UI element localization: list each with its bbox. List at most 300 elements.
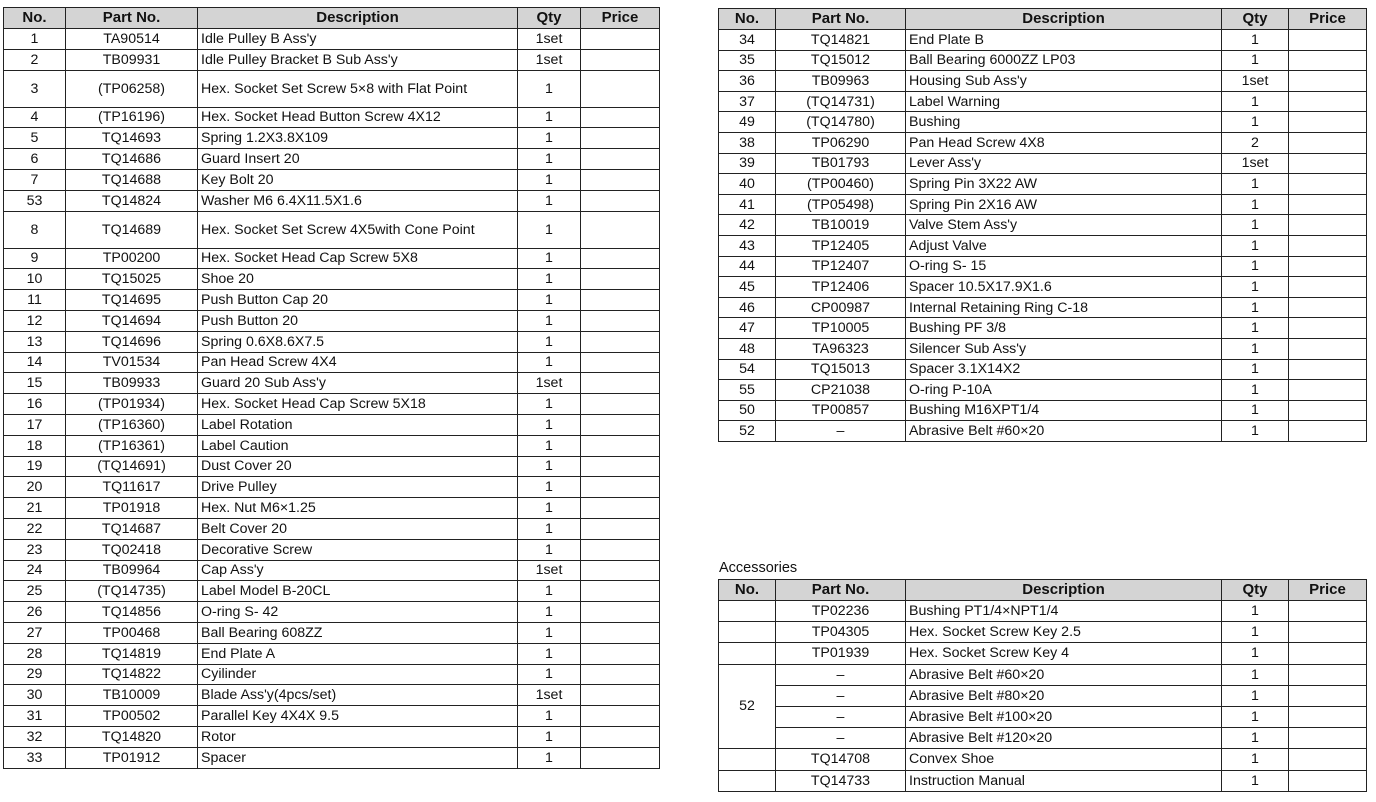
cell-no: 8 <box>4 211 66 248</box>
cell-description: Rotor <box>198 726 518 747</box>
cell-description: Spacer 10.5X17.9X1.6 <box>906 277 1222 298</box>
header-no: No. <box>719 580 776 601</box>
cell-part-no: TP00857 <box>776 400 906 421</box>
cell-price <box>1289 338 1367 359</box>
cell-part-no: TQ15012 <box>776 50 906 71</box>
cell-no: 2 <box>4 49 66 70</box>
cell-part-no: TP12405 <box>776 235 906 256</box>
cell-no: 29 <box>4 664 66 685</box>
cell-qty: 1 <box>1222 91 1289 112</box>
cell-part-no: TV01534 <box>66 352 198 373</box>
table-row <box>4 560 660 581</box>
cell-part-no: (TP01934) <box>66 394 198 415</box>
cell-part-no: (TQ14735) <box>66 581 198 602</box>
cell-no: 42 <box>719 215 776 236</box>
cell-part-no: – <box>776 728 906 749</box>
cell-description: Washer M6 6.4X11.5X1.6 <box>198 190 518 211</box>
cell-no: 45 <box>719 277 776 298</box>
cell-description: Label Warning <box>906 91 1222 112</box>
cell-no: 16 <box>4 394 66 415</box>
cell-no: 39 <box>719 153 776 174</box>
header-description: Description <box>198 8 518 29</box>
cell-qty: 1 <box>518 107 581 128</box>
cell-price <box>1289 685 1367 706</box>
cell-no: 38 <box>719 132 776 153</box>
cell-qty: 1 <box>1222 685 1289 706</box>
cell-part-no: (TQ14780) <box>776 112 906 133</box>
table-row <box>4 539 660 560</box>
cell-no: 27 <box>4 622 66 643</box>
cell-no: 1 <box>4 29 66 50</box>
cell-price <box>581 518 660 539</box>
cell-part-no: TP01918 <box>66 498 198 519</box>
cell-no <box>719 622 776 643</box>
cell-no: 17 <box>4 414 66 435</box>
cell-no: 44 <box>719 256 776 277</box>
cell-price <box>581 539 660 560</box>
cell-price <box>1289 318 1367 339</box>
cell-qty: 1 <box>1222 380 1289 401</box>
cell-part-no: TB09933 <box>66 373 198 394</box>
cell-price <box>1289 112 1367 133</box>
cell-description: Hex. Socket Head Cap Screw 5X8 <box>198 248 518 269</box>
cell-description: O-ring S- 15 <box>906 256 1222 277</box>
header-part-no: Part No. <box>776 580 906 601</box>
cell-part-no: – <box>776 664 906 685</box>
cell-part-no: TA96323 <box>776 338 906 359</box>
table-row <box>719 235 1367 256</box>
cell-no: 20 <box>4 477 66 498</box>
cell-price <box>1289 71 1367 92</box>
cell-no: 30 <box>4 685 66 706</box>
cell-description: Hex. Socket Head Cap Screw 5X18 <box>198 394 518 415</box>
cell-qty: 1 <box>518 622 581 643</box>
cell-qty: 1 <box>518 706 581 727</box>
cell-no: 37 <box>719 91 776 112</box>
cell-part-no: (TP06258) <box>66 70 198 107</box>
cell-description: Label Model B-20CL <box>198 581 518 602</box>
header-price: Price <box>1289 9 1367 30</box>
cell-part-no: TQ14824 <box>66 190 198 211</box>
cell-description: Spacer 3.1X14X2 <box>906 359 1222 380</box>
table-row <box>719 706 1367 727</box>
cell-price <box>581 477 660 498</box>
header-no: No. <box>4 8 66 29</box>
cell-no: 41 <box>719 194 776 215</box>
cell-qty: 2 <box>1222 132 1289 153</box>
cell-part-no: TQ14820 <box>66 726 198 747</box>
table-row <box>4 498 660 519</box>
table-row <box>719 215 1367 236</box>
cell-price <box>581 726 660 747</box>
cell-qty: 1 <box>518 518 581 539</box>
cell-no: 52 <box>719 421 776 442</box>
cell-qty: 1 <box>518 331 581 352</box>
cell-qty: 1set <box>518 29 581 50</box>
cell-description: Ball Bearing 6000ZZ LP03 <box>906 50 1222 71</box>
cell-part-no: TQ14733 <box>776 770 906 791</box>
cell-description: Key Bolt 20 <box>198 169 518 190</box>
cell-qty: 1 <box>518 211 581 248</box>
cell-qty: 1 <box>1222 421 1289 442</box>
table-row <box>719 749 1367 770</box>
cell-no: 7 <box>4 169 66 190</box>
cell-no: 10 <box>4 269 66 290</box>
cell-no: 43 <box>719 235 776 256</box>
table-row <box>4 373 660 394</box>
table-row <box>4 70 660 107</box>
cell-qty: 1set <box>1222 71 1289 92</box>
cell-part-no: TQ02418 <box>66 539 198 560</box>
cell-description: Guard 20 Sub Ass'y <box>198 373 518 394</box>
cell-no <box>719 749 776 770</box>
cell-no: 35 <box>719 50 776 71</box>
cell-qty: 1 <box>518 128 581 149</box>
table-row <box>719 112 1367 133</box>
table-row <box>719 153 1367 174</box>
cell-qty: 1 <box>518 456 581 477</box>
table-row <box>4 622 660 643</box>
cell-price <box>581 211 660 248</box>
cell-description: O-ring S- 42 <box>198 602 518 623</box>
cell-price <box>581 643 660 664</box>
cell-description: Bushing M16XPT1/4 <box>906 400 1222 421</box>
cell-qty: 1 <box>1222 643 1289 664</box>
header-part-no: Part No. <box>66 8 198 29</box>
cell-part-no: TB09963 <box>776 71 906 92</box>
cell-part-no: TA90514 <box>66 29 198 50</box>
table-row <box>719 685 1367 706</box>
cell-description: Hex. Socket Screw Key 4 <box>906 643 1222 664</box>
cell-qty: 1 <box>1222 235 1289 256</box>
cell-price <box>1289 770 1367 791</box>
cell-qty: 1 <box>1222 256 1289 277</box>
cell-part-no: TQ14821 <box>776 30 906 51</box>
cell-price <box>1289 749 1367 770</box>
cell-price <box>1289 50 1367 71</box>
cell-part-no: TP12407 <box>776 256 906 277</box>
table-row <box>719 277 1367 298</box>
cell-price <box>581 149 660 170</box>
table-row <box>4 435 660 456</box>
cell-qty: 1 <box>518 477 581 498</box>
header-qty: Qty <box>1222 580 1289 601</box>
table-row <box>4 643 660 664</box>
cell-part-no: (TQ14731) <box>776 91 906 112</box>
cell-description: Lever Ass'y <box>906 153 1222 174</box>
table-row <box>719 380 1367 401</box>
cell-part-no: (TP00460) <box>776 174 906 195</box>
cell-part-no: TP12406 <box>776 277 906 298</box>
cell-description: Cap Ass'y <box>198 560 518 581</box>
cell-qty: 1 <box>1222 50 1289 71</box>
cell-description: Shoe 20 <box>198 269 518 290</box>
table-row <box>4 190 660 211</box>
cell-no: 12 <box>4 310 66 331</box>
cell-price <box>581 128 660 149</box>
cell-qty: 1 <box>1222 30 1289 51</box>
cell-price <box>1289 215 1367 236</box>
cell-description: Internal Retaining Ring C-18 <box>906 297 1222 318</box>
cell-part-no: TP06290 <box>776 132 906 153</box>
table-row <box>719 71 1367 92</box>
table-row <box>719 50 1367 71</box>
cell-qty: 1 <box>518 70 581 107</box>
cell-qty: 1 <box>1222 318 1289 339</box>
cell-part-no: TB01793 <box>776 153 906 174</box>
cell-description: Idle Pulley Bracket B Sub Ass'y <box>198 49 518 70</box>
cell-description: Drive Pulley <box>198 477 518 498</box>
cell-no: 28 <box>4 643 66 664</box>
cell-price <box>581 435 660 456</box>
table-row <box>4 352 660 373</box>
table-row <box>719 194 1367 215</box>
cell-qty: 1 <box>1222 749 1289 770</box>
cell-price <box>581 685 660 706</box>
cell-qty: 1 <box>518 602 581 623</box>
cell-description: Pan Head Screw 4X8 <box>906 132 1222 153</box>
cell-price <box>581 107 660 128</box>
cell-description: Decorative Screw <box>198 539 518 560</box>
cell-no: 32 <box>4 726 66 747</box>
cell-qty: 1 <box>518 643 581 664</box>
cell-no: 18 <box>4 435 66 456</box>
cell-description: Bushing <box>906 112 1222 133</box>
cell-price <box>581 394 660 415</box>
header-part-no: Part No. <box>776 9 906 30</box>
table-row <box>4 107 660 128</box>
cell-description: Abrasive Belt #80×20 <box>906 685 1222 706</box>
cell-price <box>581 269 660 290</box>
cell-no: 47 <box>719 318 776 339</box>
cell-part-no: – <box>776 685 906 706</box>
cell-price <box>581 622 660 643</box>
table-row <box>719 622 1367 643</box>
cell-no: 14 <box>4 352 66 373</box>
cell-qty: 1 <box>518 664 581 685</box>
cell-no: 3 <box>4 70 66 107</box>
cell-part-no: TB09931 <box>66 49 198 70</box>
cell-description: Ball Bearing 608ZZ <box>198 622 518 643</box>
cell-description: Spring 0.6X8.6X7.5 <box>198 331 518 352</box>
cell-price <box>581 373 660 394</box>
cell-part-no: TQ14689 <box>66 211 198 248</box>
cell-qty: 1 <box>1222 359 1289 380</box>
cell-qty: 1 <box>518 248 581 269</box>
table-row <box>4 747 660 768</box>
table-row <box>719 91 1367 112</box>
cell-description: Pan Head Screw 4X4 <box>198 352 518 373</box>
cell-price <box>581 747 660 768</box>
cell-description: Hex. Socket Screw Key 2.5 <box>906 622 1222 643</box>
table-row <box>4 477 660 498</box>
cell-no: 52 <box>719 664 776 749</box>
cell-part-no: TQ14693 <box>66 128 198 149</box>
cell-price <box>581 70 660 107</box>
cell-description: Push Button Cap 20 <box>198 290 518 311</box>
table-row <box>4 169 660 190</box>
table-row <box>719 318 1367 339</box>
cell-description: Label Rotation <box>198 414 518 435</box>
cell-part-no: – <box>776 706 906 727</box>
cell-price <box>581 456 660 477</box>
cell-price <box>1289 91 1367 112</box>
cell-price <box>581 498 660 519</box>
cell-qty: 1 <box>518 414 581 435</box>
header-row <box>4 8 660 29</box>
cell-qty: 1 <box>1222 297 1289 318</box>
table-row <box>4 726 660 747</box>
cell-description: Abrasive Belt #100×20 <box>906 706 1222 727</box>
cell-no: 49 <box>719 112 776 133</box>
cell-qty: 1 <box>518 269 581 290</box>
cell-price <box>581 248 660 269</box>
cell-qty: 1 <box>518 394 581 415</box>
cell-price <box>581 190 660 211</box>
cell-price <box>1289 664 1367 685</box>
table-row <box>719 174 1367 195</box>
table-row <box>719 421 1367 442</box>
cell-no: 13 <box>4 331 66 352</box>
cell-qty: 1 <box>1222 664 1289 685</box>
cell-no: 53 <box>4 190 66 211</box>
parts-table-left <box>3 7 660 769</box>
table-row <box>719 132 1367 153</box>
cell-no: 40 <box>719 174 776 195</box>
table-row <box>4 664 660 685</box>
cell-part-no: TB09964 <box>66 560 198 581</box>
cell-part-no: (TP16361) <box>66 435 198 456</box>
table-row <box>719 601 1367 622</box>
cell-description: Housing Sub Ass'y <box>906 71 1222 92</box>
cell-price <box>581 581 660 602</box>
cell-description: Spacer <box>198 747 518 768</box>
cell-qty: 1 <box>518 498 581 519</box>
table-row <box>719 338 1367 359</box>
cell-description: Spring Pin 2X16 AW <box>906 194 1222 215</box>
table-row <box>719 297 1367 318</box>
cell-qty: 1 <box>1222 770 1289 791</box>
cell-part-no: TQ14695 <box>66 290 198 311</box>
cell-part-no: TQ11617 <box>66 477 198 498</box>
cell-price <box>1289 622 1367 643</box>
cell-price <box>1289 297 1367 318</box>
table-row <box>4 29 660 50</box>
cell-qty: 1 <box>518 310 581 331</box>
cell-part-no: TP02236 <box>776 601 906 622</box>
cell-price <box>1289 400 1367 421</box>
table-row <box>719 770 1367 791</box>
cell-part-no: TB10009 <box>66 685 198 706</box>
cell-price <box>1289 174 1367 195</box>
header-row <box>719 580 1367 601</box>
cell-qty: 1 <box>518 726 581 747</box>
cell-part-no: TP00502 <box>66 706 198 727</box>
table-row <box>4 685 660 706</box>
cell-qty: 1 <box>518 435 581 456</box>
cell-no: 33 <box>4 747 66 768</box>
cell-price <box>1289 706 1367 727</box>
cell-no: 6 <box>4 149 66 170</box>
table-row <box>4 269 660 290</box>
cell-part-no: (TQ14691) <box>66 456 198 477</box>
cell-description: Blade Ass'y(4pcs/set) <box>198 685 518 706</box>
cell-part-no: TQ14696 <box>66 331 198 352</box>
cell-description: Adjust Valve <box>906 235 1222 256</box>
cell-part-no: TB10019 <box>776 215 906 236</box>
cell-description: Silencer Sub Ass'y <box>906 338 1222 359</box>
cell-no: 55 <box>719 380 776 401</box>
cell-price <box>1289 380 1367 401</box>
cell-description: Bushing PT1/4×NPT1/4 <box>906 601 1222 622</box>
cell-price <box>581 29 660 50</box>
cell-description: Convex Shoe <box>906 749 1222 770</box>
cell-part-no: TQ14688 <box>66 169 198 190</box>
cell-price <box>581 352 660 373</box>
cell-part-no: TQ14822 <box>66 664 198 685</box>
cell-no <box>719 601 776 622</box>
table-row <box>4 706 660 727</box>
cell-no: 21 <box>4 498 66 519</box>
cell-description: Bushing PF 3/8 <box>906 318 1222 339</box>
cell-part-no: TQ14687 <box>66 518 198 539</box>
cell-qty: 1 <box>1222 112 1289 133</box>
cell-description: Hex. Nut M6×1.25 <box>198 498 518 519</box>
cell-part-no: TQ15013 <box>776 359 906 380</box>
header-price: Price <box>1289 580 1367 601</box>
cell-price <box>581 560 660 581</box>
cell-qty: 1 <box>518 169 581 190</box>
header-description: Description <box>906 580 1222 601</box>
cell-no: 23 <box>4 539 66 560</box>
cell-price <box>1289 601 1367 622</box>
cell-part-no: TP01939 <box>776 643 906 664</box>
cell-part-no: (TP16196) <box>66 107 198 128</box>
cell-price <box>581 414 660 435</box>
cell-price <box>1289 153 1367 174</box>
cell-no: 15 <box>4 373 66 394</box>
cell-qty: 1 <box>1222 728 1289 749</box>
cell-description: End Plate A <box>198 643 518 664</box>
cell-part-no: TQ14686 <box>66 149 198 170</box>
cell-no: 19 <box>4 456 66 477</box>
cell-qty: 1 <box>518 581 581 602</box>
header-qty: Qty <box>518 8 581 29</box>
header-description: Description <box>906 9 1222 30</box>
cell-description: Belt Cover 20 <box>198 518 518 539</box>
cell-no: 4 <box>4 107 66 128</box>
cell-part-no: TQ14708 <box>776 749 906 770</box>
cell-qty: 1 <box>1222 174 1289 195</box>
table-row <box>4 49 660 70</box>
table-row <box>4 394 660 415</box>
table-row <box>4 602 660 623</box>
table-row <box>719 643 1367 664</box>
cell-no: 50 <box>719 400 776 421</box>
cell-price <box>1289 132 1367 153</box>
cell-no: 24 <box>4 560 66 581</box>
table-row <box>4 128 660 149</box>
cell-price <box>581 169 660 190</box>
table-row <box>719 30 1367 51</box>
parts-table-right <box>718 8 1367 442</box>
cell-description: O-ring P-10A <box>906 380 1222 401</box>
cell-part-no: TQ14856 <box>66 602 198 623</box>
cell-price <box>581 706 660 727</box>
cell-description: Abrasive Belt #60×20 <box>906 421 1222 442</box>
table-row <box>719 664 1367 685</box>
cell-description: End Plate B <box>906 30 1222 51</box>
